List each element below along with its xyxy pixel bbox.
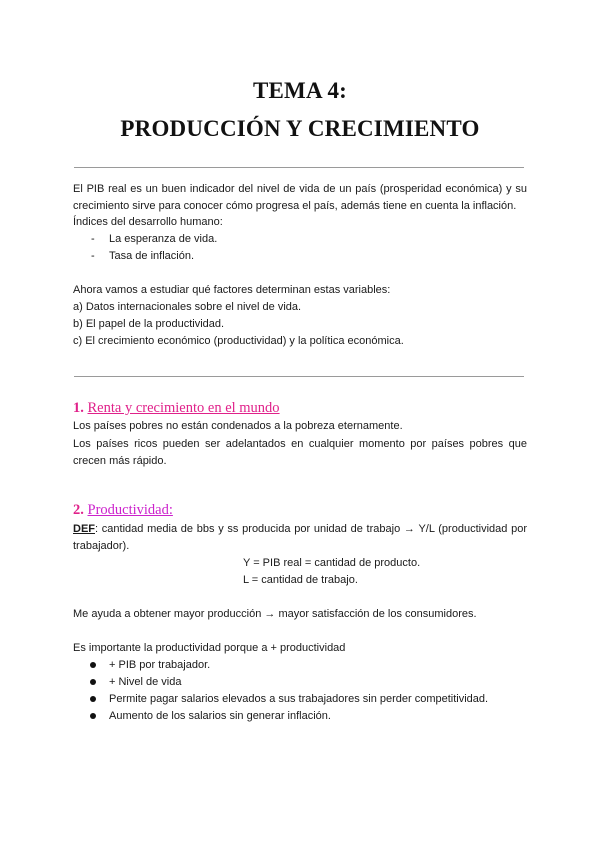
document-title-line-1: TEMA 4: — [252, 78, 348, 103]
section-2-heading — [73, 502, 173, 519]
section-1-line-1: Los países pobres no están condenados a la pobreza eternamente. — [73, 420, 403, 432]
dash-marker: - — [91, 250, 95, 262]
list-item: Tasa de inflación. — [109, 250, 194, 262]
document-title-line-2: PRODUCCIÓN Y CRECIMIENTO — [120, 116, 480, 141]
factor-c: c) El crecimiento económico (productividad) y la política económica. — [73, 335, 404, 347]
factor-b: b) El papel de la productividad. — [73, 318, 225, 330]
dash-marker: - — [91, 233, 95, 245]
factor-a: a) Datos internacionales sobre el nivel de vida. — [73, 301, 302, 313]
bullet-dot — [90, 696, 96, 702]
definition-line-1 — [73, 522, 527, 536]
definition-text: : cantidad media de bbs y ss producida por unidad de trabajo → Y/L (productividad por — [95, 523, 527, 535]
section-1-line-2: Los países ricos pueden ser adelantados en cualquier momento por países pobres que — [73, 438, 527, 450]
list-item: La esperanza de vida. — [109, 233, 218, 245]
factors-lead: Ahora vamos a estudiar qué factores determinan estas variables: — [73, 284, 391, 296]
bullet-item: + PIB por trabajador. — [109, 659, 211, 671]
section-2-title: Productividad: — [87, 502, 173, 518]
section-1-number: 1. — [73, 400, 84, 416]
importance-lead: Es importante la productividad porque a + productividad — [73, 642, 346, 654]
bullet-item: Permite pagar salarios elevados a sus trabajadores sin perder competitividad. — [109, 693, 489, 705]
divider-middle — [74, 376, 524, 377]
section-1-line-3: crecen más rápido. — [73, 455, 167, 467]
bullet-dot — [90, 713, 96, 719]
section-2-number: 2. — [73, 502, 84, 518]
bullet-item: Aumento de los salarios sin generar inflación. — [109, 710, 331, 722]
satisfaction-line: Me ayuda a obtener mayor producción → mayor satisfacción de los consumidores. — [73, 608, 477, 620]
intro-line-2: crecimiento sirve para conocer cómo progresa el país, además tiene en cuenta la inflación. — [73, 200, 517, 212]
bullet-dot — [90, 679, 96, 685]
bullet-item: + Nivel de vida — [109, 676, 182, 688]
intro-line-1: El PIB real es un buen indicador del nivel de vida de un país (prosperidad económica) y su — [73, 183, 527, 195]
formula-l: L = cantidad de trabajo. — [243, 574, 358, 586]
definition-label: DEF — [73, 523, 95, 535]
bullet-dot — [90, 662, 96, 668]
section-1-heading — [73, 400, 280, 417]
intro-line-3: Índices del desarrollo humano: — [73, 216, 223, 228]
definition-line-2: trabajador). — [73, 540, 130, 552]
formula-y: Y = PIB real = cantidad de producto. — [243, 557, 421, 569]
divider-top — [74, 167, 524, 168]
section-1-title: Renta y crecimiento en el mundo — [87, 400, 280, 416]
